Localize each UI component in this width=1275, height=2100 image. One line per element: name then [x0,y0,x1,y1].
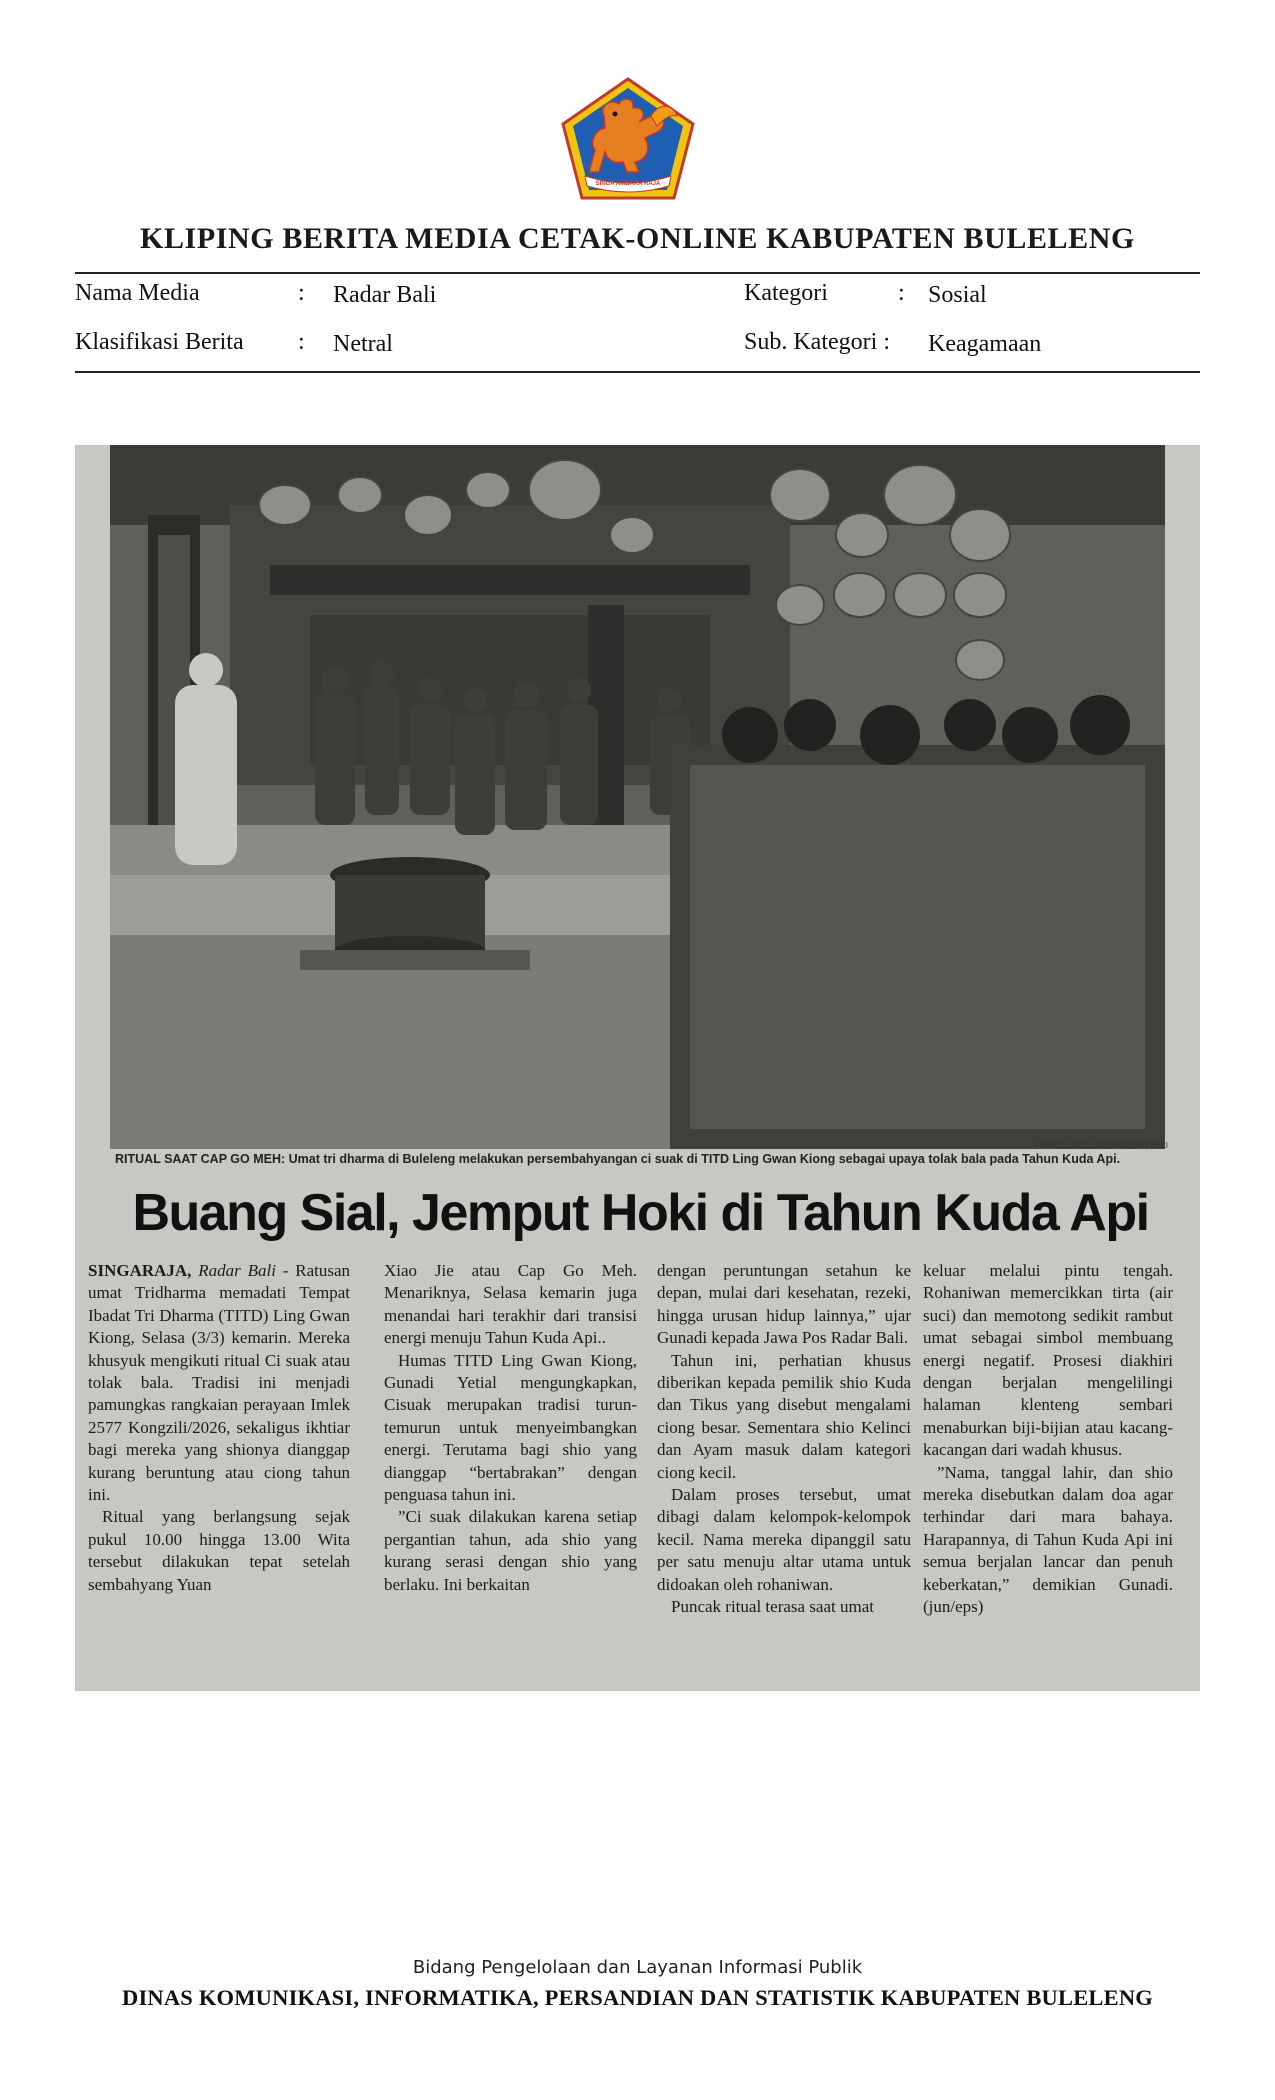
article-column-1 [88,1260,350,1690]
article-column-4 [923,1260,1173,1690]
article-column-3 [657,1260,911,1690]
column-3-text-d: Puncak ritual terasa saat umat [671,1597,874,1617]
header-divider-top [75,272,1200,274]
column-4-text-a: keluar melalui pintu tengah. Rohaniwan memercikkan tirta (air suci) dan memotong sedikit rambut umat sebagai simbol membuang energi negatif. Prosesi diakhiri dengan berjalan mengelilingi halaman klenteng sembari menaburkan biji-bijian atau kacang-kacangan dari wadah khusus. [923,1261,1173,1460]
footer-department: Bidang Pengelolaan dan Layanan Informasi Publik [412,1957,863,1978]
dateline-place: SINGARAJA, [88,1261,192,1280]
column-1-text: - Ratusan umat Tridharma memadati Tempat Ibadat Tri Dharma (TITD) Ling Gwan Kiong, Selasa (3/3) kemarin. Mereka khusyuk mengikuti ritual Ci suak atau tolak bala. Tradisi ini menjadi pamungkas rangkaian perayaan Imlek 2577 Kongzili/2026, sekaligus ikhtiar bagi mereka yang shionya dianggap kurang beruntung atau ciong tahun ini. [88,1261,350,1505]
kategori-value: Sosial [928,282,987,308]
column-2-text-c: ”Ci suak dilakukan karena setiap pergantian tahun, ada shio yang kurang serasi dengan shio yang berlaku. Ini berkaitan [384,1507,637,1594]
subkategori-value: Keagamaan [928,331,1042,357]
buleleng-regency-logo [559,76,697,202]
kategori-label: Kategori [744,280,828,306]
column-2-text-a: Xiao Jie atau Cap Go Meh. Menariknya, Selasa kemarin juga menandai hari terakhir dari transisi energi menuju Tahun Kuda Api.. [384,1261,637,1348]
kategori-colon: : [898,280,905,306]
klasifikasi-colon: : [298,329,305,355]
header-divider-bottom [75,371,1200,373]
footer-agency: DINAS KOMUNIKASI, INFORMATIKA, PERSANDIAN DAN STATISTIK KABUPATEN BULELENG [122,1985,1153,2010]
photo-credit: FRANCELINO JUNIOR/RADAR BALI [1034,1141,1168,1150]
news-headline: Buang Sial, Jemput Hoki di Tahun Kuda Api [132,1184,1149,1242]
news-photo [110,445,1165,1149]
subkategori-label: Sub. Kategori : [744,329,890,355]
column-3-text-b: Tahun ini, perhatian khusus diberikan kepada pemilik shio Kuda dan Tikus yang disebut mengalami ciong besar. Sementara shio Kelinci dan Ayam masuk dalam kategori ciong kecil. [657,1350,911,1482]
media-colon: : [298,280,305,306]
media-value: Radar Bali [333,282,437,308]
article-column-2 [384,1260,637,1690]
column-4-text-b: ”Nama, tanggal lahir, dan shio mereka disebutkan dalam doa agar terhindar dari mara bahaya. Harapannya, di Tahun Kuda Api ini semua berjalan lancar dan penuh keberkatan,” demikian Gunadi. (jun/eps) [923,1462,1173,1617]
dateline-media: Radar Bali [198,1261,276,1280]
document-title: KLIPING BERITA MEDIA CETAK-ONLINE KABUPATEN BULELENG [140,222,1135,255]
column-3-text-c: Dalam proses tersebut, umat dibagi dalam kelompok-kelompok kecil. Nama mereka dipanggil satu per satu menuju altar utama untuk didoakan oleh rohaniwan. [657,1485,911,1594]
photo-caption: RITUAL SAAT CAP GO MEH: Umat tri dharma di Buleleng melakukan persembahyangan ci suak di TITD Ling Gwan Kiong sebagai upaya tolak bala pada Tahun Kuda Api. [115,1152,1121,1166]
klasifikasi-value: Netral [333,331,393,357]
klasifikasi-label: Klasifikasi Berita [75,329,244,355]
column-2-text-b: Humas TITD Ling Gwan Kiong, Gunadi Yetial mengungkapkan, Cisuak merupakan tradisi turun-temurun untuk menyeimbangkan energi. Terutama bagi shio yang dianggap “bertabrakan” dengan penguasa tahun ini. [384,1350,637,1505]
logo-motto: SINGA AMBARA RAJA [595,181,661,187]
column-1-text-b: Ritual yang berlangsung sejak pukul 10.00 hingga 13.00 Wita tersebut dilakukan tepat setelah sembahyang Yuan [88,1507,350,1594]
column-3-text-a: dengan peruntungan setahun ke depan, mulai dari kesehatan, rezeki, hingga urusan hidup lainnya,” ujar Gunadi kepada Jawa Pos Radar Bali. [657,1261,911,1348]
newspaper-clipping [75,445,1200,1691]
media-label: Nama Media [75,280,200,306]
